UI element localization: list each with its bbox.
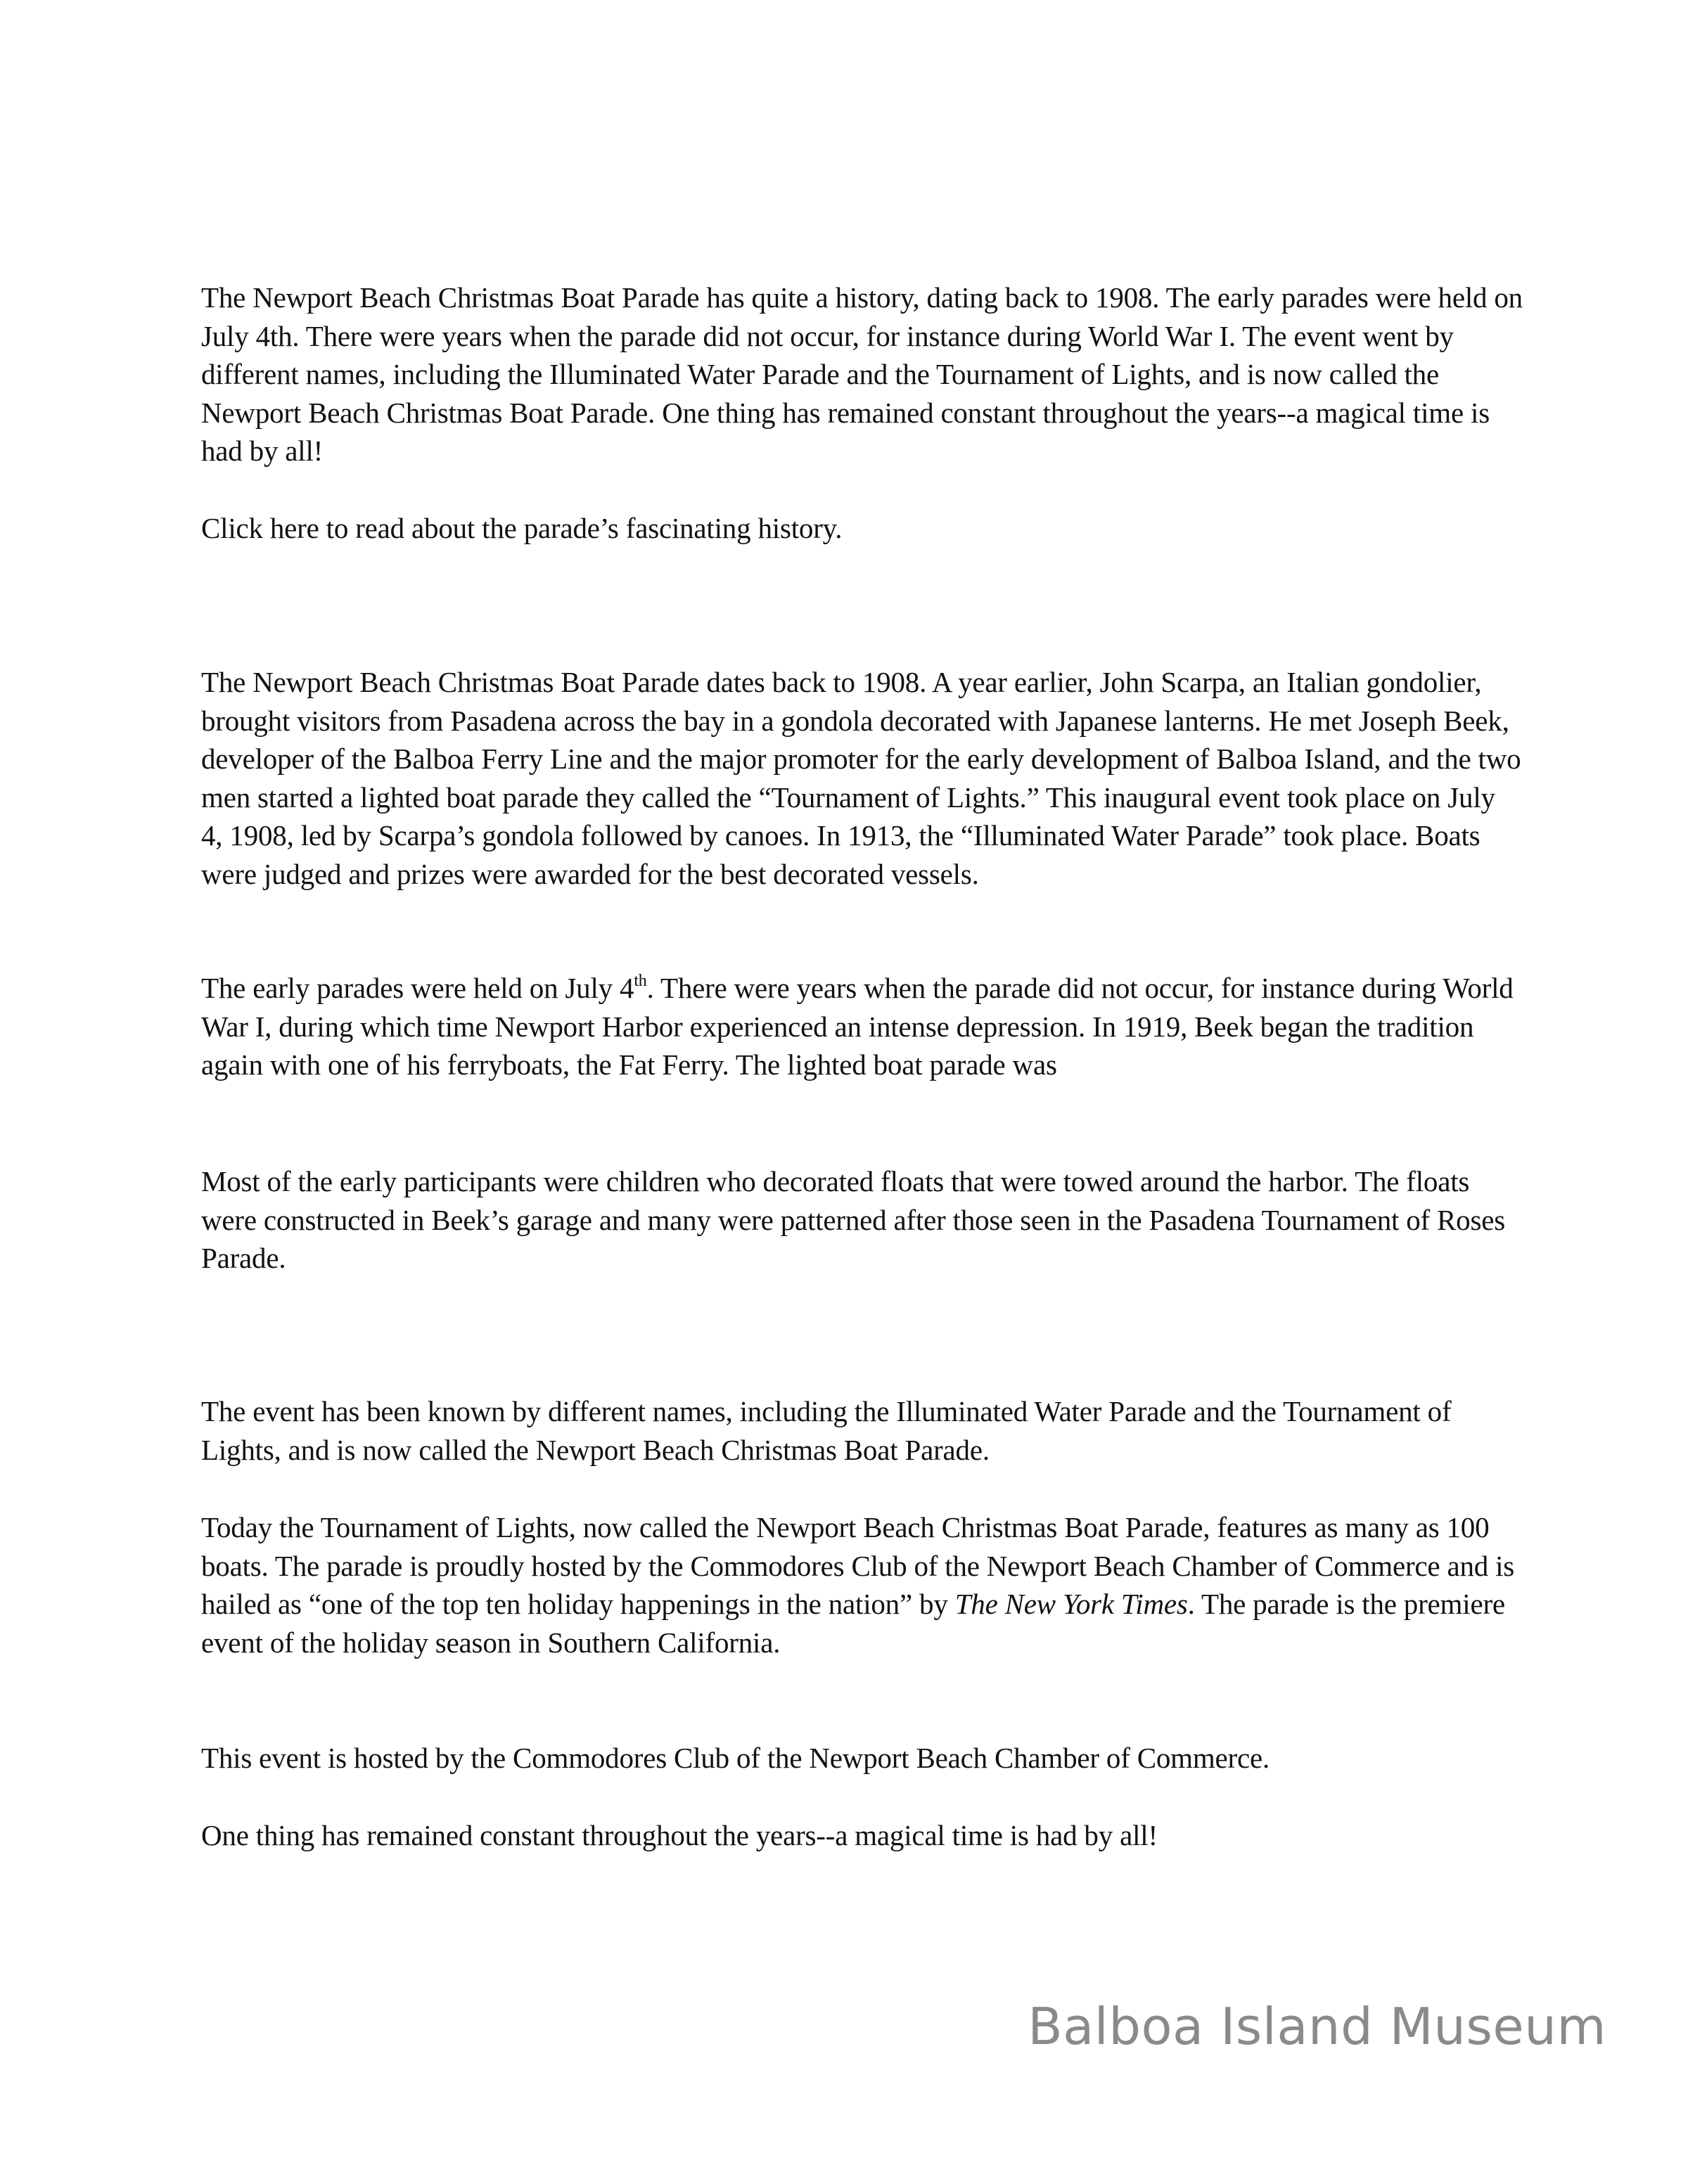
history-paragraph-origins: The Newport Beach Christmas Boat Parade dates back to 1908. A year earlier, John Scarpa, an Italian gondolier, brought visitors from Pasadena across the bay in a gondola decorated with Japanese lanterns. He met Joseph Beek, developer of the Balboa Ferry Line and the major promoter for the early development of Balboa Island, and the two men started a lighted boat parade they called the “Tournament of Lights.” This inaugural event took place on July 4, 1908, led by Scarpa’s gondola followed by canoes. In 1913, the “Illuminated Water Parade” took place. Boats were judged and prizes were awarded for the best decorated vessels. [201, 666, 1521, 890]
today-text-end: . The parade is the premiere event of the holiday season in Southern California. [201, 1588, 1505, 1659]
history-paragraph-participants: Most of the early participants were children who decorated floats that were towed around the harbor. The floats were constructed in Beek’s garage and many were patterned after those seen in the Pasadena Tournament of Roses Parade. [201, 1165, 1505, 1274]
ordinal-superscript: th [634, 972, 647, 990]
history-paragraph-early-parades [201, 969, 1523, 1084]
names-paragraph: The event has been known by different names, including the Illuminated Water Parade and the Tournament of Lights, and is now called the Newport Beach Christmas Boat Parade. [201, 1395, 1452, 1466]
today-text-start: Today the Tournament of Lights, now called the Newport Beach Christmas Boat Parade, features as many as 100 boats. The parade is proudly hosted by the Commodores Club of the Newport Beach Chamber of Commerce and is hailed as “one of the top ten holiday happenings in the nation” by [201, 1511, 1515, 1620]
host-paragraph: This event is hosted by the Commodores Club of the Newport Beach Chamber of Commerce. [201, 1742, 1270, 1774]
closing-paragraph: One thing has remained constant throughout the years--a magical time is had by all! [201, 1819, 1158, 1851]
history-link-text: Click here to read about the parade’s fascinating history. [201, 512, 843, 544]
today-paragraph [201, 1508, 1523, 1662]
early-parades-text-start: The early parades were held on July 4 [201, 972, 634, 1004]
early-parades-text-end: . There were years when the parade did not occur, for instance during World War I, during which time Newport Harbor experienced an intense depression. In 1919, Beek began the tradition again with one of his ferryboats, the Fat Ferry. The lighted boat parade was [201, 972, 1514, 1081]
museum-watermark: Balboa Island Museum [1028, 1997, 1606, 2056]
newspaper-title: The New York Times [954, 1588, 1188, 1620]
intro-paragraph: The Newport Beach Christmas Boat Parade has quite a history, dating back to 1908. The early parades were held on July 4th. There were years when the parade did not occur, for instance during World War I. The event went by different names, including the Illuminated Water Parade and the Tournament of Lights, and is now called the Newport Beach Christmas Boat Parade. One thing has remained constant throughout the years--a magical time is had by all! [201, 281, 1523, 467]
